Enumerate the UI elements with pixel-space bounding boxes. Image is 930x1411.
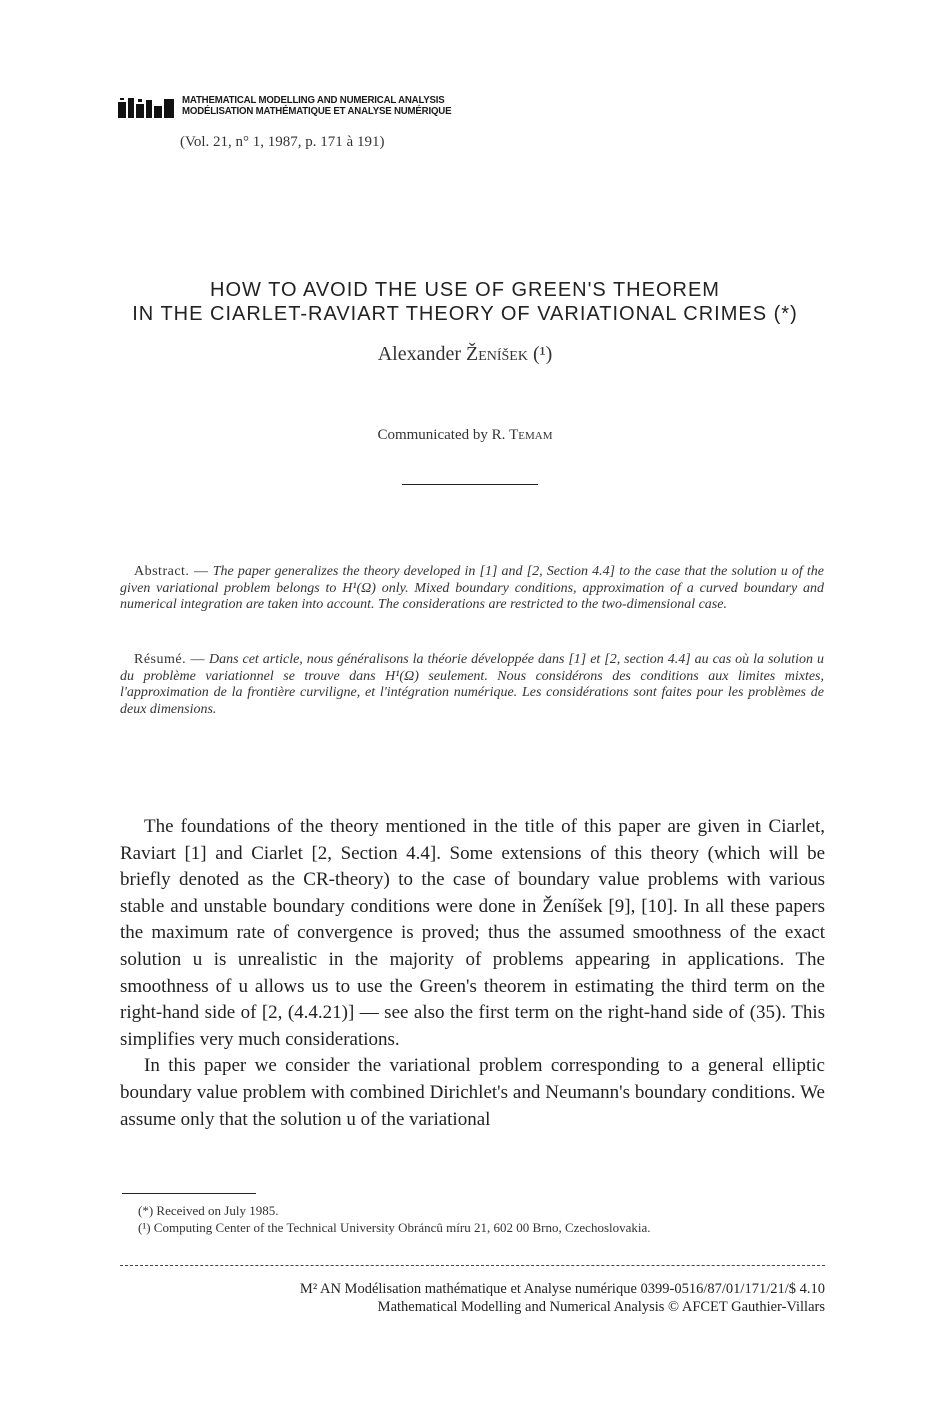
author-footnote-mark: (¹)	[532, 343, 553, 365]
paper-title	[0, 278, 930, 326]
resume-text: Dans cet article, nous généralisons la théorie développée dans [1] et [2, section 4.4] au cas où la solution u du problème variationnel se trouve dans H¹(Ω) seulement. Nous considérons des conditions aux limites mixtes, l'approximation de la frontière curviligne, et l'intégration numérique. Les considérations sont faites pour les problèmes de deux dimensions.	[120, 652, 825, 717]
journal-name-en: MATHEMATICAL MODELLING AND NUMERICAL ANALYSIS	[182, 94, 445, 106]
footer-line-2: Mathematical Modelling and Numerical Analysis © AFCET Gauthier-Villars	[377, 1299, 825, 1315]
body-text	[120, 814, 825, 1133]
author-first-name: Alexander	[377, 343, 461, 365]
footer-line-1: M² AN Modélisation mathématique et Analyse numérique 0399-0516/87/01/171/21/$ 4.10	[299, 1281, 825, 1297]
title-separator	[402, 484, 538, 485]
author-line	[0, 343, 930, 366]
abstract-text: The paper generalizes the theory developed in [1] and [2, Section 4.4] to the case that the solution u of the given variational problem belongs to H¹(Ω) only. Mixed boundary conditions, approximation of a curved boundary and numerical integration are taken into account. The considerations are restricted to the two-dimensional case.	[120, 564, 825, 612]
footnote-2: (¹) Computing Center of the Technical University Obráncû míru 21, 602 00 Brno, Czechoslovakia.	[138, 1219, 651, 1235]
footnotes	[120, 1203, 825, 1236]
footnote-1: (*) Received on July 1985.	[138, 1203, 279, 1218]
title-line-1: HOW TO AVOID THE USE OF GREEN'S THEOREM	[210, 279, 720, 301]
body-paragraph-2: In this paper we consider the variational problem corresponding to a general elliptic boundary value problem with combined Dirichlet's and Neumann's boundary conditions. We assume only that the solution u of the variational	[120, 1055, 825, 1130]
journal-name	[182, 95, 451, 117]
abstract-label: Abstract. —	[134, 564, 209, 579]
footer-separator	[120, 1265, 825, 1266]
abstract	[120, 564, 824, 614]
body-paragraph-1: The foundations of the theory mentioned in the title of this paper are given in Ciarlet, Raviart [1] and Ciarlet [2, Section 4.4]. Some extensions of this theory (which will be briefly denoted as the CR-theory) to the case of boundary value problems with various stable and unstable boundary conditions were done in Ženíšek [9], [10]. In all these papers the maximum rate of convergence is proved; thus the assumed smoothness of the exact solution u is unrealistic in the majority of problems appearing in applications. The smoothness of u allows us to use the Green's theorem in estimating the third term on the right-hand side of [2, (4.4.21)] — see also the first term on the right-hand side of (35). This simplifies very much considerations.	[120, 816, 825, 1050]
journal-logo	[118, 96, 176, 118]
communicated-prefix: Communicated by R.	[377, 427, 506, 443]
resume	[120, 652, 824, 718]
page-footer	[120, 1280, 825, 1316]
volume-info: (Vol. 21, n° 1, 1987, p. 171 à 191)	[180, 134, 385, 150]
resume-label: Résumé. —	[134, 652, 206, 667]
communicated-name: Temam	[509, 427, 553, 443]
journal-name-fr: MODÉLISATION MATHÉMATIQUE ET ANALYSE NUMÉRIQUE	[182, 105, 452, 117]
title-line-2: IN THE CIARLET-RAVIART THEORY OF VARIATIONAL CRIMES (*)	[132, 303, 798, 325]
footnote-separator	[122, 1193, 256, 1194]
author-last-name: Ženíšek	[465, 343, 528, 365]
communicated-by	[0, 427, 930, 444]
